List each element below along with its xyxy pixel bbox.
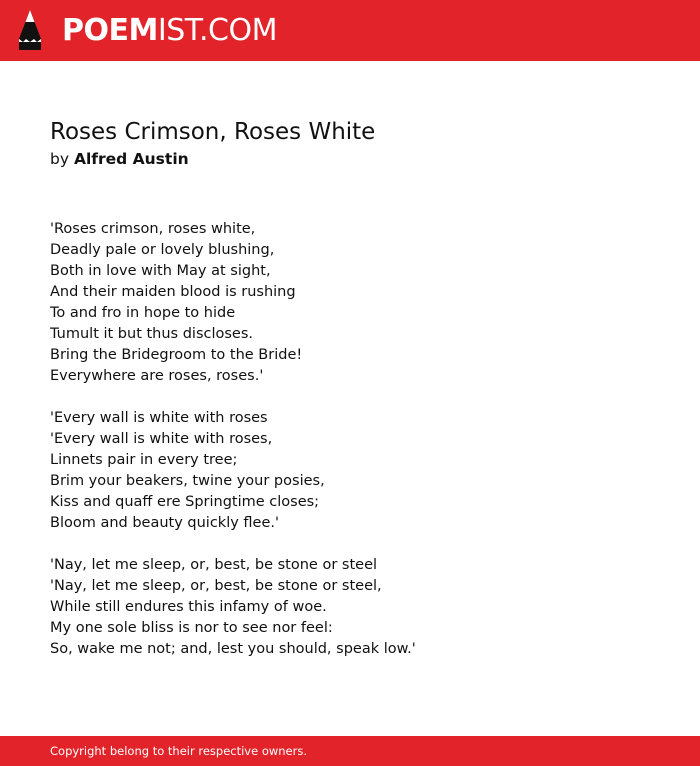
poem-body <box>50 219 670 681</box>
poem-line: To and fro in hope to hide <box>50 305 236 321</box>
logo-text-bold: POEM <box>62 13 158 48</box>
poem-title: Roses Crimson, Roses White <box>50 119 376 145</box>
poem-line: 'Nay, let me sleep, or, best, be stone or steel <box>50 557 378 573</box>
poem-line: Deadly pale or lovely blushing, <box>50 242 275 258</box>
logo-text-light: IST.COM <box>157 13 277 48</box>
poem-byline <box>50 149 189 169</box>
pencil-logo-icon[interactable] <box>17 9 43 51</box>
poem-line: Both in love with May at sight, <box>50 263 271 279</box>
author-name: Alfred Austin <box>73 150 189 168</box>
poem-line: Bring the Bridegroom to the Bride! <box>50 347 303 363</box>
poem-line: Bloom and beauty quickly flee.' <box>50 515 279 531</box>
poem-line: So, wake me not; and, lest you should, speak low.' <box>50 641 416 657</box>
poem-line: Kiss and quaff ere Springtime closes; <box>50 494 320 510</box>
poem-line: 'Roses crimson, roses white, <box>50 221 256 237</box>
poem-line: 'Nay, let me sleep, or, best, be stone or steel, <box>50 578 382 594</box>
poem-line: Linnets pair in every tree; <box>50 452 238 468</box>
poem-line: Tumult it but thus discloses. <box>50 326 254 342</box>
site-header <box>0 0 700 61</box>
poem-line: 'Every wall is white with roses, <box>50 431 273 447</box>
poem-line: While still endures this infamy of woe. <box>50 599 327 615</box>
site-footer <box>0 736 700 766</box>
poem-line: Brim your beakers, twine your posies, <box>50 473 325 489</box>
site-logo[interactable] <box>62 12 277 50</box>
stanza <box>50 219 670 387</box>
stanza <box>50 555 670 660</box>
poem-line: My one sole bliss is nor to see nor feel: <box>50 620 333 636</box>
poem-line: Everywhere are roses, roses.' <box>50 368 264 384</box>
stanza <box>50 408 670 534</box>
copyright-text: Copyright belong to their respective owners. <box>50 744 308 758</box>
poem-line: And their maiden blood is rushing <box>50 284 296 300</box>
poem-line: 'Every wall is white with roses <box>50 410 268 426</box>
by-label: by <box>50 150 70 168</box>
